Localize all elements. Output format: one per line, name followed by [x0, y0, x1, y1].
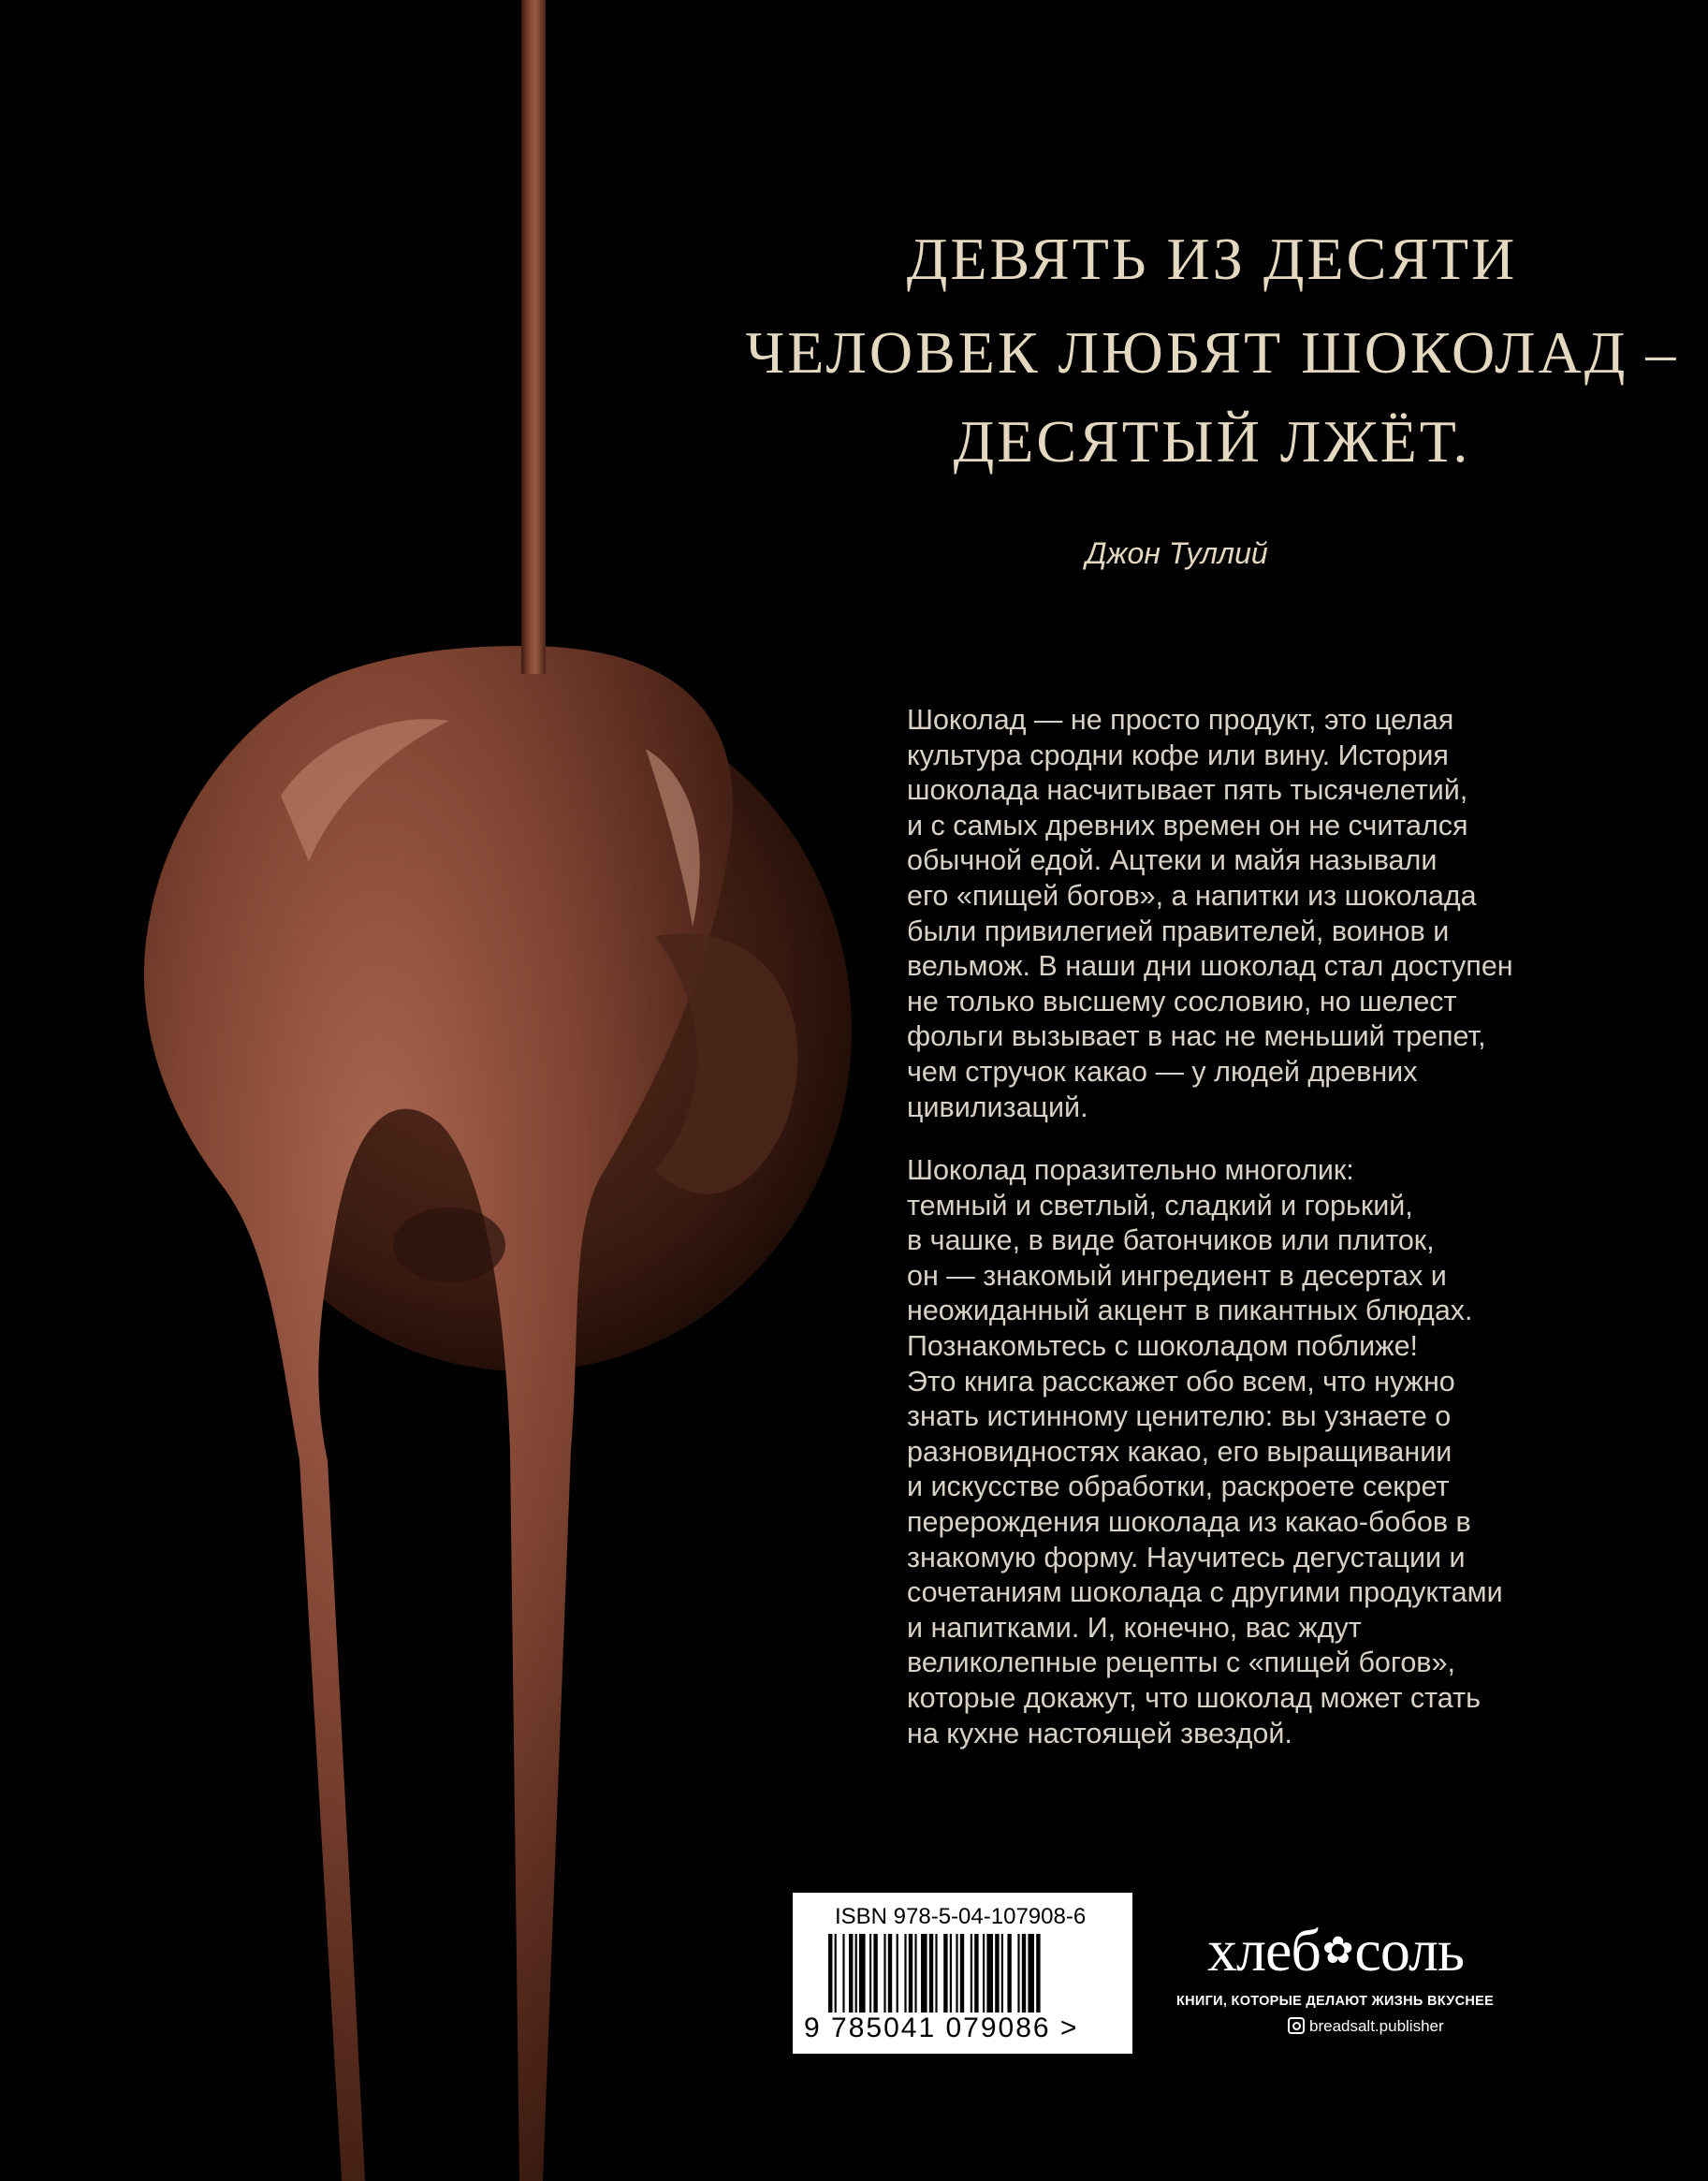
paragraph-line: перерождения шоколада из какао-бобов в — [907, 1505, 1471, 1538]
paragraph-line: были привилегией правителей, воинов и — [907, 915, 1450, 947]
barcode-bar — [995, 1934, 999, 2013]
barcode-bar — [971, 1934, 972, 2013]
logo-word-right: соль — [1354, 1917, 1465, 1983]
barcode-icon — [828, 1934, 1100, 2013]
barcode-bar — [983, 1934, 985, 2013]
paragraph-line: великолепные рецепты с «пищей богов», — [907, 1647, 1455, 1679]
chocolate-stream — [521, 0, 546, 674]
publisher-tagline: КНИГИ, КОТОРЫЕ ДЕЛАЮТ ЖИЗНЬ ВКУСНЕЕ — [1176, 1994, 1495, 2009]
barcode-bar — [888, 1934, 892, 2013]
quote-line-3: ДЕСЯТЫЙ ЛЖЁТ. — [953, 408, 1471, 475]
paragraph-line: и с самых древних времен он не считался — [907, 809, 1468, 842]
paragraph-line: знакомую форму. Научитесь дегустации и — [907, 1541, 1466, 1574]
paragraph-line: знать истинному ценителю: вы узнаете о — [907, 1400, 1452, 1433]
paragraph-line: в чашке, в виде батончиков или плиток, — [907, 1224, 1435, 1257]
barcode-bar — [956, 1934, 957, 2013]
barcode-bar — [921, 1934, 927, 2013]
barcode-bar — [929, 1934, 933, 2013]
barcode-bar — [1028, 1934, 1034, 2013]
paragraph-line: и напитками. И, конечно, вас ждут — [907, 1611, 1362, 1644]
paragraph-line: Шоколад поразительно многолик: — [907, 1154, 1354, 1186]
barcode-bar — [1017, 1934, 1019, 2013]
barcode-bar — [943, 1934, 947, 2013]
barcode-bar — [883, 1934, 885, 2013]
chocolate-coating — [144, 646, 733, 2181]
isbn-barcode-box — [793, 1893, 1132, 2054]
barcode-bar — [859, 1934, 866, 2013]
paragraph-line: Это книга расскажет обо всем, что нужно — [907, 1365, 1455, 1398]
paragraph-line: темный и светлый, сладкий и горький, — [907, 1189, 1413, 1222]
barcode-bar — [914, 1934, 916, 2013]
barcode-bar — [935, 1934, 937, 2013]
paragraph-line: не только высшему сословию, но шелест — [907, 985, 1457, 1017]
barcode-bar — [835, 1934, 837, 2013]
paragraph-line: которые докажут, что шоколад может стать — [907, 1681, 1481, 1714]
barcode-bar — [960, 1934, 964, 2013]
paragraph-line: разновидностях какао, его выращивании — [907, 1435, 1453, 1468]
barcode-bar — [950, 1934, 952, 2013]
barcode-bar — [869, 1934, 871, 2013]
barcode-bar — [897, 1934, 898, 2013]
barcode-bar — [1001, 1934, 1003, 2013]
barcode-bar — [974, 1934, 978, 2013]
paragraph-line: цивилизаций. — [907, 1090, 1088, 1123]
barcode-bar — [986, 1934, 993, 2013]
quote-author: Джон Туллий — [1086, 536, 1268, 570]
isbn-digits: 9 785041 079086 > — [804, 2013, 1079, 2043]
paragraph-line: вельмож. В наши дни шоколад стал доступен — [907, 950, 1513, 983]
publisher-instagram — [1288, 2017, 1444, 2036]
description-paragraph-2 — [907, 1153, 1702, 1751]
paragraph-line: сочетаниям шоколада с другими продуктами — [907, 1576, 1503, 1609]
barcode-bar — [849, 1934, 853, 2013]
description-paragraph-1 — [907, 703, 1702, 1125]
paragraph-line: неожиданный акцент в пикантных блюдах. — [907, 1295, 1473, 1327]
barcode-bar — [855, 1934, 857, 2013]
publisher-logo — [1207, 1917, 1544, 1986]
barcode-bar — [909, 1934, 912, 2013]
instagram-handle: breadsalt.publisher — [1309, 2017, 1444, 2035]
paragraph-line: он — знакомый ингредиент в десертах и — [907, 1259, 1447, 1292]
paragraph-line: фольги вызывает в нас не меньший трепет, — [907, 1020, 1486, 1053]
barcode-bar — [873, 1934, 877, 2013]
paragraph-line: на кухне настоящей звездой. — [907, 1717, 1292, 1749]
paragraph-line: его «пищей богов», а напитки из шоколада — [907, 879, 1477, 912]
barcode-bar — [1036, 1934, 1040, 2013]
paragraph-line: Шоколад — не просто продукт, это целая — [907, 704, 1454, 736]
barcode-bar — [904, 1934, 906, 2013]
barcode-bar — [828, 1934, 832, 2013]
paragraph-line: обычной едой. Ацтеки и майя называли — [907, 844, 1438, 877]
quote-line-2: ЧЕЛОВЕК ЛЮБЯТ ШОКОЛАД – — [745, 319, 1679, 386]
quote-line-1: ДЕВЯТЬ ИЗ ДЕСЯТИ — [906, 226, 1518, 292]
paragraph-line: культура сродни кофе или вину. История — [907, 739, 1449, 771]
instagram-icon — [1288, 2017, 1305, 2034]
paragraph-line: Познакомьтесь с шоколадом поближе! — [907, 1329, 1419, 1362]
barcode-bar — [842, 1934, 844, 2013]
isbn-label: ISBN 978-5-04-107908-6 — [835, 1904, 1087, 1929]
flower-icon: ✿ — [1321, 1929, 1353, 1971]
barcode-bar — [1022, 1934, 1026, 2013]
barcode-bar — [1007, 1934, 1011, 2013]
paragraph-line: и искусстве обработки, раскроете секрет — [907, 1471, 1450, 1503]
logo-word-left: хлеб — [1207, 1917, 1321, 1983]
paragraph-line: шоколада насчитывает пять тысячелетий, — [907, 774, 1468, 807]
paragraph-line: чем стручок какао — у людей древних — [907, 1055, 1418, 1088]
